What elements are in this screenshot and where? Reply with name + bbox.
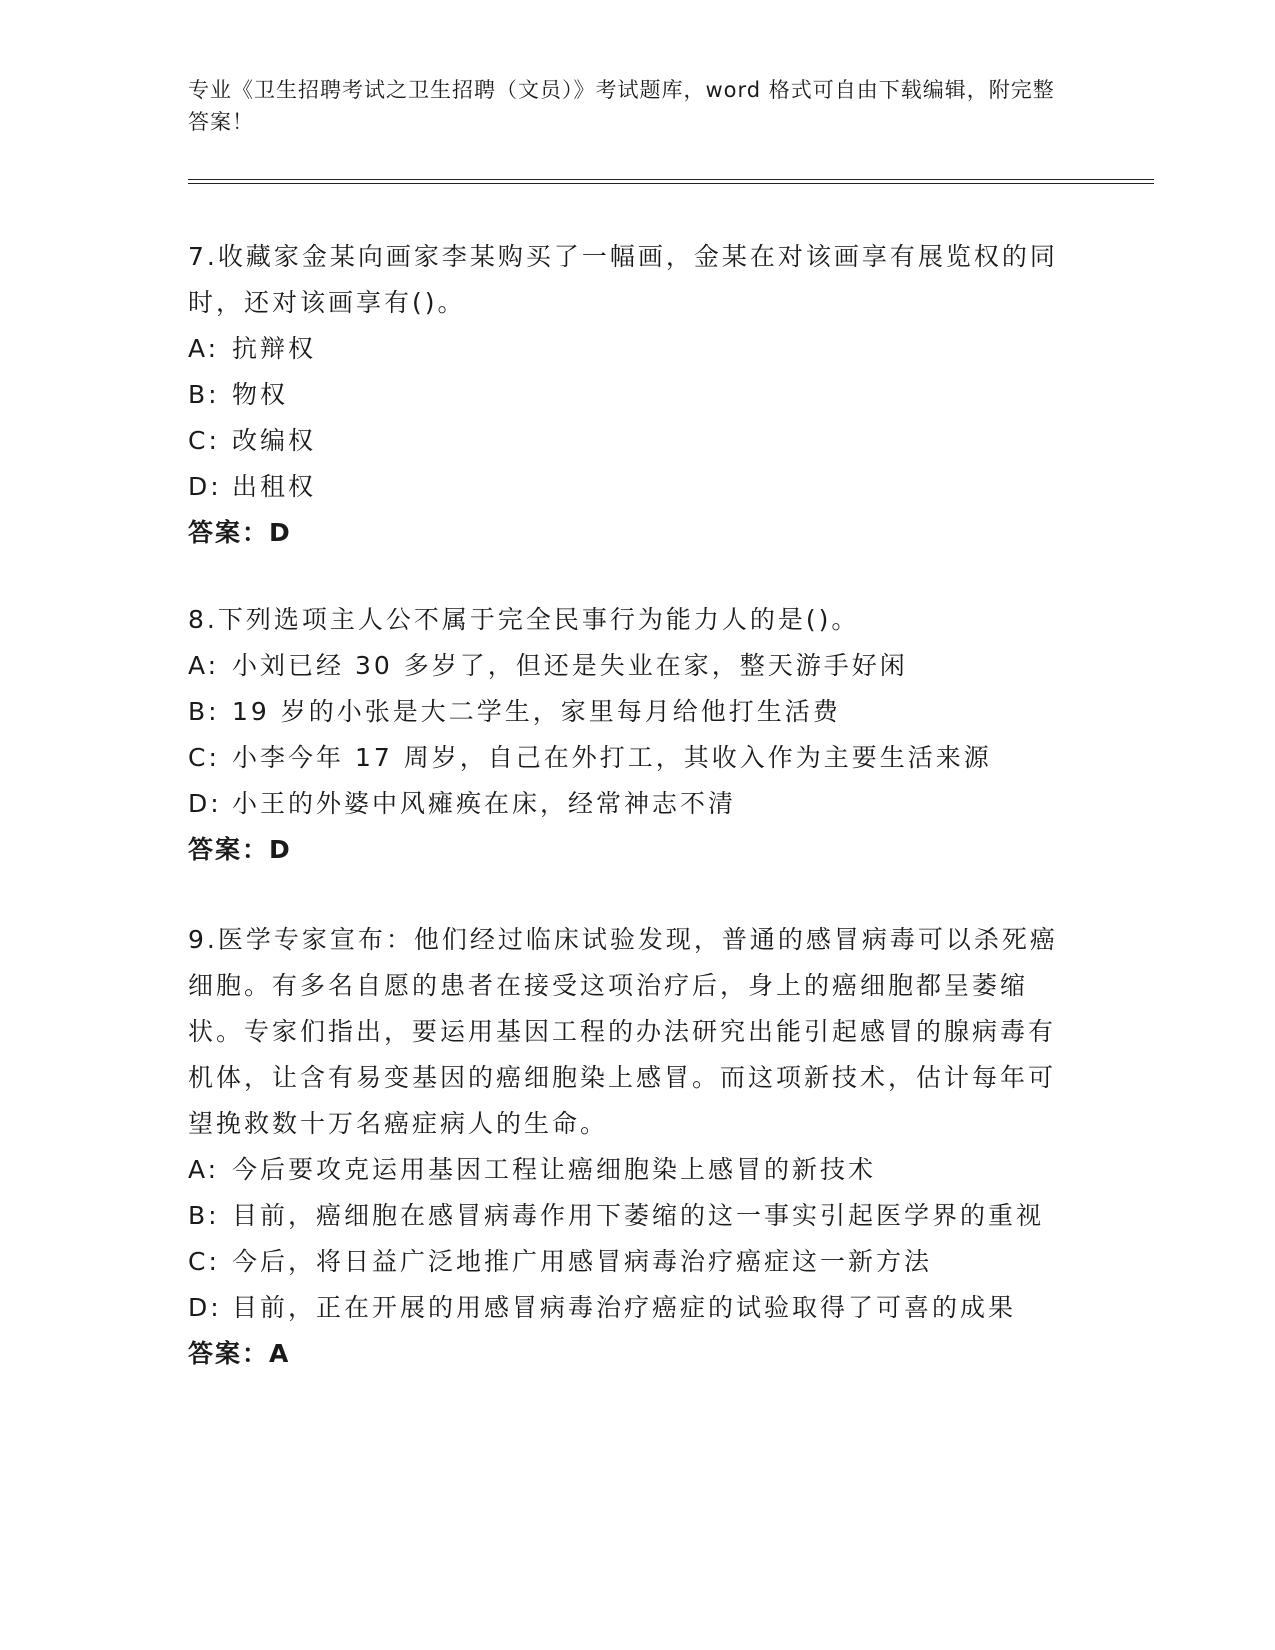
option-letter: C:	[188, 743, 220, 772]
option-text: 出租权	[232, 472, 317, 501]
option-text: 抗辩权	[232, 334, 317, 363]
option-text: 物权	[232, 380, 289, 409]
option-text: 小刘已经 30 多岁了，但还是失业在家，整天游手好闲	[232, 651, 908, 680]
option-text: 今后，将日益广泛地推广用感冒病毒治疗癌症这一新方法	[232, 1247, 933, 1276]
option-text: 目前，癌细胞在感冒病毒作用下萎缩的这一事实引起医学界的重视	[232, 1201, 1045, 1230]
header-divider	[188, 179, 1154, 184]
option-letter: D:	[188, 472, 222, 501]
option-a	[188, 326, 1078, 372]
option-letter: D:	[188, 789, 222, 818]
option-a	[188, 643, 1078, 689]
option-text: 目前，正在开展的用感冒病毒治疗癌症的试验取得了可喜的成果	[232, 1293, 1017, 1322]
option-text: 改编权	[232, 426, 317, 455]
answer-line: 答案：D	[188, 835, 292, 864]
option-d	[188, 1285, 1078, 1331]
option-letter: A:	[188, 1155, 220, 1184]
question-stem: 9.医学专家宣布：他们经过临床试验发现，普通的感冒病毒可以杀死癌细胞。有多名自愿的患者在接受这项治疗后，身上的癌细胞都呈萎缩状。专家们指出，要运用基因工程的办法研究出能引起感冒的腺病毒有机体，让含有易变基因的癌细胞染上感冒。而这项新技术，估计每年可望挽救数十万名癌症病人的生命。	[188, 925, 1058, 1138]
option-c	[188, 735, 1078, 781]
option-letter: B:	[188, 1201, 220, 1230]
option-letter: C:	[188, 426, 220, 455]
option-a	[188, 1147, 1078, 1193]
answer-line: 答案：A	[188, 1339, 291, 1368]
question-7	[188, 234, 1078, 556]
option-letter: D:	[188, 1293, 222, 1322]
question-9	[188, 917, 1078, 1377]
option-letter: A:	[188, 334, 220, 363]
option-text: 小李今年 17 周岁，自己在外打工，其收入作为主要生活来源	[232, 743, 992, 772]
option-letter: C:	[188, 1247, 220, 1276]
option-d	[188, 781, 1078, 827]
option-text: 19 岁的小张是大二学生，家里每月给他打生活费	[232, 697, 841, 726]
document-header	[188, 74, 1068, 138]
header-intro-text: 专业《卫生招聘考试之卫生招聘（文员）》考试题库，word 格式可自由下载编辑，附完整答案！	[188, 78, 1055, 134]
option-d	[188, 464, 1078, 510]
option-b	[188, 689, 1078, 735]
question-stem: 7.收藏家金某向画家李某购买了一幅画，金某在对该画享有展览权的同时，还对该画享有()。	[188, 242, 1058, 317]
option-letter: A:	[188, 651, 220, 680]
answer-line: 答案：D	[188, 518, 292, 547]
option-letter: B:	[188, 697, 220, 726]
option-text: 小王的外婆中风瘫痪在床，经常神志不清	[232, 789, 737, 818]
option-text: 今后要攻克运用基因工程让癌细胞染上感冒的新技术	[232, 1155, 877, 1184]
option-b	[188, 372, 1078, 418]
option-letter: B:	[188, 380, 220, 409]
question-stem: 8.下列选项主人公不属于完全民事行为能力人的是()。	[188, 605, 860, 634]
option-b	[188, 1193, 1078, 1239]
question-8	[188, 597, 1078, 873]
option-c	[188, 418, 1078, 464]
option-c	[188, 1239, 1078, 1285]
